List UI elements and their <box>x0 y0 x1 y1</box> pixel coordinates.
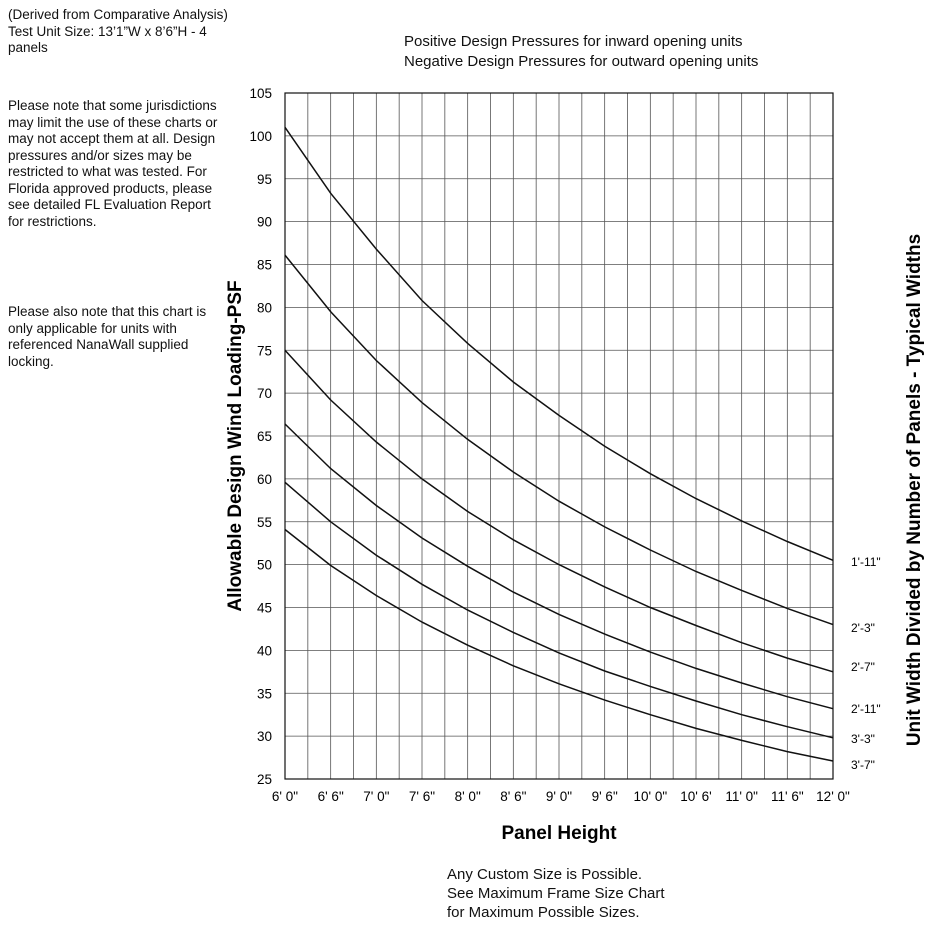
y-axis-label: Allowable Design Wind Loading-PSF <box>225 280 246 612</box>
y-tick-label: 70 <box>256 386 272 402</box>
x-tick-label: 11' 0" <box>725 789 758 804</box>
x-tick-label: 6' 6" <box>317 789 344 804</box>
x-tick-label: 7' 6" <box>408 789 436 804</box>
y-tick-label: 85 <box>256 257 272 273</box>
y-tick-label: 30 <box>256 729 272 745</box>
x-tick-label: 10' 0" <box>633 789 668 804</box>
x-tick-labels <box>272 789 850 804</box>
y-tick-label: 65 <box>256 429 272 444</box>
chart-grid <box>285 93 833 779</box>
y-tick-label: 45 <box>256 600 272 616</box>
y-tick-label: 75 <box>256 343 272 359</box>
y-tick-label: 90 <box>256 214 272 230</box>
y-tick-label: 55 <box>256 514 272 530</box>
note-locking: Please also note that this chart is only applicable for units with referenced NanaWall supplied locking. <box>8 304 207 369</box>
note-negative-pressure: Negative Design Pressures for outward opening units <box>404 53 759 70</box>
series-label: 1'-11" <box>851 555 881 569</box>
y-tick-label: 100 <box>249 128 272 144</box>
note-max-sizes: for Maximum Possible Sizes. <box>447 904 640 921</box>
note-positive-pressure: Positive Design Pressures for inward opening units <box>404 33 743 50</box>
x-tick-label: 12' 0" <box>816 789 850 804</box>
note-custom-size: Any Custom Size is Possible. <box>447 866 643 883</box>
x-tick-label: 11' 6" <box>771 789 804 804</box>
x-tick-label: 10' 6' <box>680 789 712 804</box>
x-tick-label: 6' 0" <box>271 789 299 804</box>
right-axis-label: Unit Width Divided by Number of Panels - Typical Widths <box>904 233 925 747</box>
y-tick-label: 105 <box>249 86 272 101</box>
y-tick-label: 50 <box>256 557 272 573</box>
series-labels <box>851 555 881 772</box>
x-axis-label: Panel Height <box>501 823 617 844</box>
y-tick-label: 40 <box>256 643 272 659</box>
note-test-unit: (Derived from Comparative Analysis) Test Unit Size: 13’1”W x 8’6”H - 4 panels <box>8 7 228 55</box>
note-frame-chart: See Maximum Frame Size Chart <box>447 885 665 902</box>
series-label: 2'-3" <box>851 621 875 635</box>
y-tick-label: 25 <box>256 772 272 787</box>
x-tick-label: 8' 6" <box>500 789 527 804</box>
y-tick-label: 95 <box>256 171 272 187</box>
y-tick-label: 80 <box>256 300 272 316</box>
y-tick-label: 35 <box>256 686 272 702</box>
x-tick-label: 7' 0" <box>363 789 390 804</box>
series-label: 3'-3" <box>851 732 875 746</box>
x-tick-label: 8' 0" <box>454 789 481 804</box>
x-tick-label: 9' 0" <box>545 789 573 804</box>
y-tick-label: 60 <box>256 471 272 487</box>
series-label: 2'-7" <box>851 660 875 674</box>
x-tick-label: 9' 6" <box>591 789 618 804</box>
y-tick-labels <box>249 86 272 787</box>
series-label: 3'-7" <box>851 758 875 772</box>
note-jurisdictions: Please note that some jurisdictions may limit the use of these charts or may not accept them at all. Design pressures and/or sizes may be restricted to what was tested. For Florida approved products, please see detailed FL Evaluation Report for restrictions. <box>8 98 218 229</box>
series-label: 2'-11" <box>851 702 881 716</box>
